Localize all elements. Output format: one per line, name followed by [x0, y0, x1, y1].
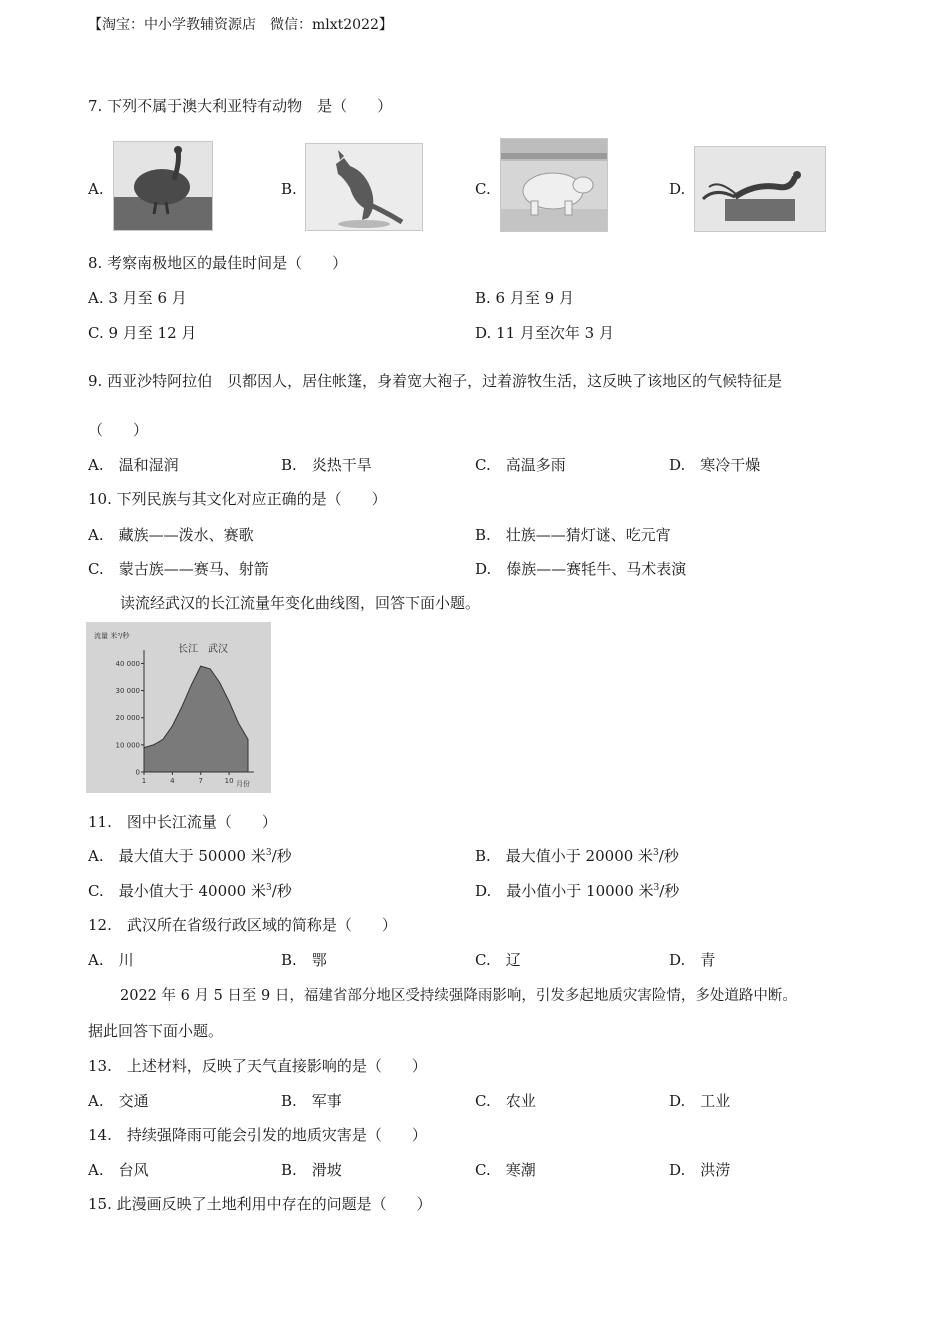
page-header: 【淘宝：中小学教辅资源店 微信：mlxt2022】 — [88, 17, 393, 33]
question-7-stem: 7. 下列不属于澳大利亚特有动物 是（ ） — [88, 97, 393, 115]
question-12-stem: 12. 武汉所在省级行政区域的简称是（ ） — [88, 916, 397, 934]
q8-option-b: B. 6 月至 9 月 — [475, 289, 574, 307]
q8-option-c: C. 9 月至 12 月 — [88, 324, 197, 342]
q8-option-a: A. 3 月至 6 月 — [88, 289, 187, 307]
x-tick-label: 7 — [198, 777, 203, 785]
intro-11-12: 读流经武汉的长江流量年变化曲线图，回答下面小题。 — [120, 594, 481, 612]
q12-option-c: C. 辽 — [475, 951, 521, 969]
question-13-stem: 13. 上述材料，反映了天气直接影响的是（ ） — [88, 1057, 427, 1075]
q13-option-c: C. 农业 — [475, 1092, 536, 1110]
q11-option-a — [88, 845, 292, 866]
question-10-stem: 10. 下列民族与其文化对应正确的是（ ） — [88, 490, 387, 508]
y-tick-label: 40 000 — [115, 659, 140, 668]
x-tick-label: 4 — [170, 777, 175, 785]
q13-option-d: D. 工业 — [669, 1092, 731, 1110]
q11-d-text: D. 最小值小于 10000 米 — [475, 882, 654, 900]
q11-d-sup: 3 — [653, 883, 660, 893]
question-9-stem: 9. 西亚沙特阿拉伯 贝都因人，居住帐篷，身着宽大袍子，过着游牧生活，这反映了该地区的气候特征是 — [88, 372, 783, 390]
chart-xlabel: 月份 — [236, 780, 250, 788]
q11-option-d — [475, 880, 679, 901]
q11-b-unit: /秒 — [658, 847, 679, 865]
q7-option-b-label: B. — [281, 180, 297, 198]
q10-option-c: C. 蒙古族——赛马、射箭 — [88, 560, 269, 578]
question-11-stem: 11. 图中长江流量（ ） — [88, 813, 277, 831]
q7-option-d-label: D. — [669, 180, 686, 198]
y-tick-label: 30 000 — [115, 687, 140, 696]
question-15-stem: 15. 此漫画反映了土地利用中存在的问题是（ ） — [88, 1195, 432, 1213]
q13-option-a: A. 交通 — [88, 1092, 149, 1110]
q10-option-a: A. 藏族——泼水、赛歌 — [88, 526, 254, 544]
polar-bear-image — [500, 138, 608, 232]
q9-option-c: C. 高温多雨 — [475, 456, 566, 474]
lyrebird-image — [694, 146, 826, 232]
q7-option-a-label: A. — [88, 180, 104, 198]
kangaroo-image — [305, 143, 423, 231]
q12-option-a: A. 川 — [88, 951, 134, 969]
intro-13-14-cont: 据此回答下面小题。 — [88, 1022, 224, 1040]
q11-option-b — [475, 845, 679, 866]
q11-d-unit: /秒 — [659, 882, 680, 900]
y-tick-label: 10 000 — [115, 741, 140, 750]
chart-ylabel: 流量 米³/秒 — [94, 632, 130, 640]
q12-option-b: B. 鄂 — [281, 951, 327, 969]
yangtze-flow-chart — [86, 622, 271, 793]
y-tick-label: 0 — [135, 768, 140, 777]
q11-a-text: A. 最大值大于 50000 米 — [88, 847, 266, 865]
q11-c-unit: /秒 — [271, 882, 292, 900]
q11-b-sup: 3 — [653, 848, 659, 858]
q11-c-sup: 3 — [265, 883, 272, 893]
q11-b-text: B. 最大值小于 20000 米 — [475, 847, 654, 865]
q11-a-unit: /秒 — [271, 847, 292, 865]
q13-option-b: B. 军事 — [281, 1092, 342, 1110]
q14-option-c: C. 寒潮 — [475, 1161, 536, 1179]
q14-option-a: A. 台风 — [88, 1161, 149, 1179]
q14-option-b: B. 滑坡 — [281, 1161, 342, 1179]
q9-option-d: D. 寒冷干燥 — [669, 456, 761, 474]
q11-c-text: C. 最小值大于 40000 米 — [88, 882, 266, 900]
q9-option-a: A. 温和湿润 — [88, 456, 179, 474]
flow-chart-svg — [86, 622, 271, 793]
flow-area — [144, 666, 248, 772]
x-tick-label: 1 — [141, 777, 147, 785]
q12-option-d: D. 青 — [669, 951, 716, 969]
q11-option-c — [88, 880, 292, 901]
q7-option-c-label: C. — [475, 180, 491, 198]
intro-13-14: 2022 年 6 月 5 日至 9 日，福建省部分地区受持续强降雨影响，引发多起地质灾害险情，多处道路中断。 — [120, 988, 797, 1004]
y-tick-label: 20 000 — [115, 714, 140, 723]
q9-option-b: B. 炎热干旱 — [281, 456, 372, 474]
q10-option-b: B. 壮族——猜灯谜、吃元宵 — [475, 526, 671, 544]
q14-option-d: D. 洪涝 — [669, 1161, 731, 1179]
question-9-stem-cont: （ ） — [88, 421, 149, 439]
q11-a-sup: 3 — [265, 848, 272, 858]
emu-image — [113, 141, 213, 231]
x-tick-label: 10 — [224, 777, 234, 785]
chart-title: 长江 武汉 — [178, 644, 228, 655]
question-8-stem: 8. 考察南极地区的最佳时间是（ ） — [88, 254, 348, 272]
question-14-stem: 14. 持续强降雨可能会引发的地质灾害是（ ） — [88, 1126, 427, 1144]
q8-option-d: D. 11 月至次年 3 月 — [475, 324, 614, 342]
q10-option-d: D. 傣族——赛牦牛、马术表演 — [475, 560, 687, 578]
